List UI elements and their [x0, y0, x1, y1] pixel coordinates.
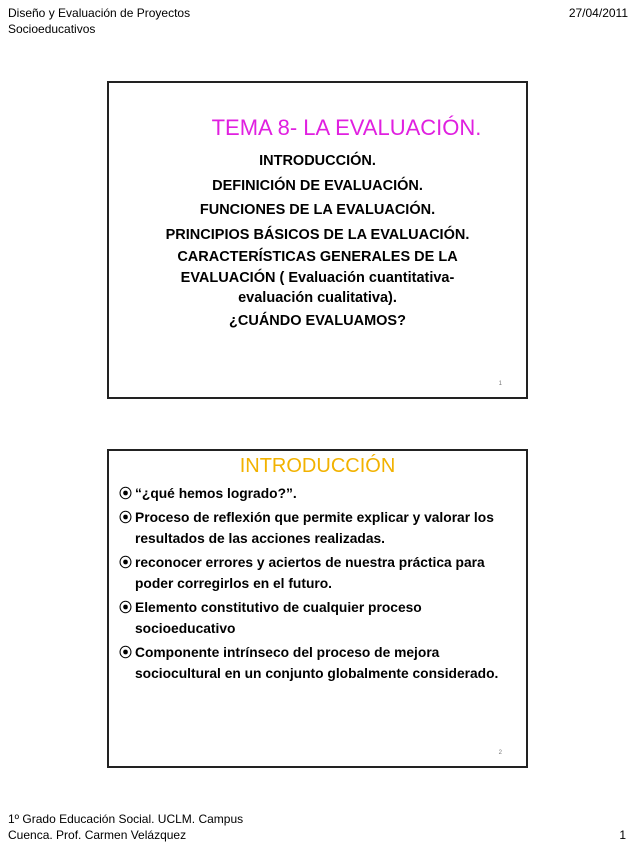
bullet-item: [119, 507, 516, 549]
slide-title: TEMA 8- LA EVALUACIÓN.: [211, 115, 482, 140]
bullet-text: Elemento constitutivo de cualquier proceso socioeducativo: [135, 600, 422, 636]
bullet-text: reconocer errores y aciertos de nuestra práctica para poder corregirlos en el futuro.: [135, 555, 485, 591]
slide-1: [107, 81, 528, 399]
content-line: EVALUACIÓN ( Evaluación cuantitativa-: [180, 269, 455, 286]
page-number: 1: [619, 828, 626, 842]
circled-dot-icon: ⦿: [119, 510, 133, 525]
document-title-line2: Socioeducativos: [8, 22, 96, 36]
slide-number: 1: [498, 381, 502, 387]
circled-dot-icon: ⦿: [119, 645, 133, 660]
document-title-line1: Diseño y Evaluación de Proyectos: [8, 6, 191, 20]
content-line: FUNCIONES DE LA EVALUACIÓN.: [199, 202, 436, 218]
bullet-item: [119, 483, 516, 504]
content-line: PRINCIPIOS BÁSICOS DE LA EVALUACIÓN.: [165, 226, 470, 243]
document-date: 27/04/2011: [568, 6, 628, 20]
content-line: ¿CUÁNDO EVALUAMOS?: [229, 312, 406, 329]
bullet-item: [119, 597, 516, 639]
footer-credits: [8, 811, 243, 843]
content-line: DEFINICIÓN DE EVALUACIÓN.: [212, 177, 423, 194]
bullet-text: Componente intrínseco del proceso de mejora sociocultural en un conjunto globalmente considerado.: [135, 645, 499, 681]
bullet-item: [119, 552, 516, 594]
footer-line1: 1º Grado Educación Social. UCLM. Campus: [8, 812, 244, 826]
slide-title: INTRODUCCIÓN: [239, 455, 396, 477]
slide-contents: [109, 149, 526, 333]
content-line: INTRODUCCIÓN.: [259, 153, 376, 169]
content-line: evaluación cualitativa).: [238, 290, 397, 306]
content-line: CARACTERÍSTICAS GENERALES DE LA: [177, 249, 458, 265]
bullet-text: Proceso de reflexión que permite explicar y valorar los resultados de las acciones realizadas.: [135, 510, 494, 546]
slide-2: [107, 449, 528, 768]
slide-number: 2: [498, 750, 502, 756]
circled-dot-icon: ⦿: [119, 486, 133, 501]
bullet-list: [119, 483, 516, 687]
bullet-item: [119, 642, 516, 684]
bullet-text: “¿qué hemos logrado?”.: [135, 486, 297, 501]
footer-line2: Cuenca. Prof. Carmen Velázquez: [8, 828, 187, 842]
circled-dot-icon: ⦿: [119, 600, 133, 615]
circled-dot-icon: ⦿: [119, 555, 133, 570]
document-title: [8, 5, 190, 37]
